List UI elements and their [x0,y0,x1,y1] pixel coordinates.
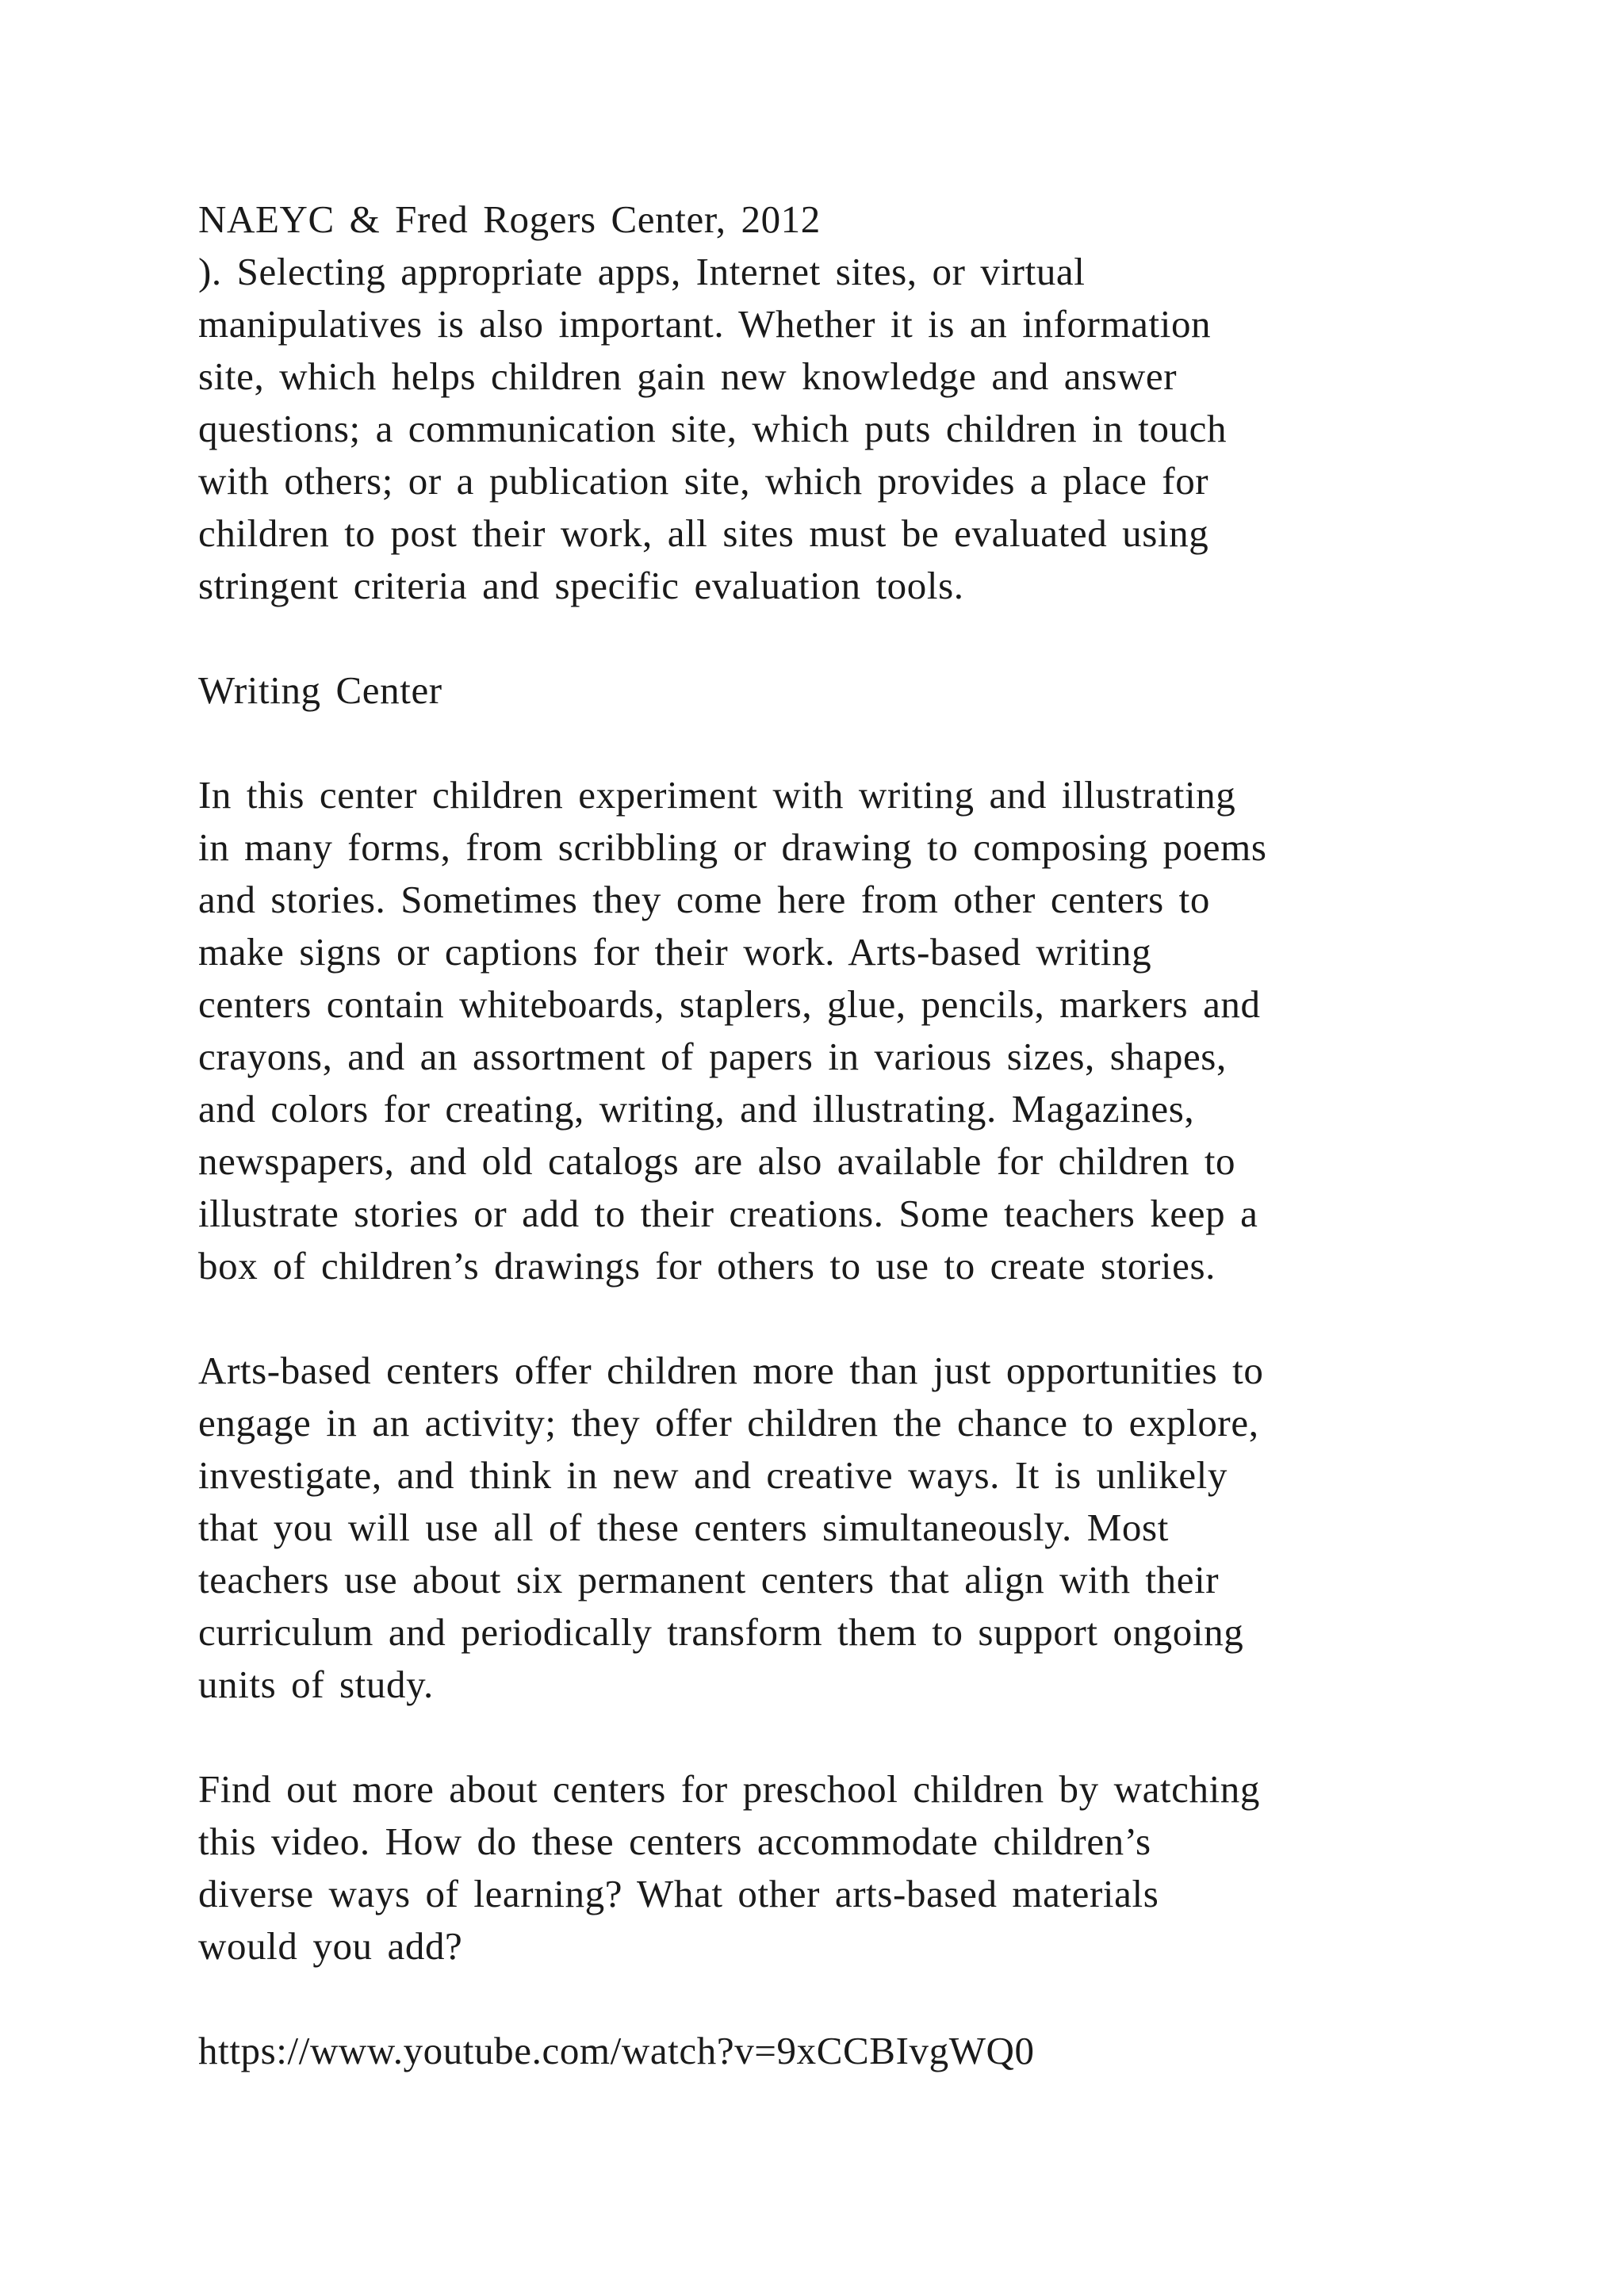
text-line: manipulatives is also important. Whether it is an information [198,302,1212,346]
text-line: this video. How do these centers accommodate children’s [198,1820,1151,1863]
text-line: NAEYC & Fred Rogers Center, 2012 [198,197,821,241]
section-heading-block [198,664,1483,717]
paragraph-1 [198,193,1483,612]
text-line: illustrate stories or add to their creations. Some teachers keep a [198,1192,1258,1235]
text-line: site, which helps children gain new knowledge and answer [198,354,1178,398]
text-line: in many forms, from scribbling or drawing to composing poems [198,825,1267,869]
text-line: stringent criteria and specific evaluation tools. [198,564,964,607]
text-line: make signs or captions for their work. Arts-based writing [198,930,1152,974]
paragraph-3 [198,1345,1483,1711]
paragraph-2 [198,769,1483,1292]
text-line: and stories. Sometimes they come here from other centers to [198,878,1210,921]
text-line: ). Selecting appropriate apps, Internet sites, or virtual [198,250,1086,293]
text-line: children to post their work, all sites must be evaluated using [198,511,1209,555]
text-line: newspapers, and old catalogs are also available for children to [198,1139,1236,1183]
text-line: that you will use all of these centers simultaneously. Most [198,1506,1169,1549]
text-line: box of children’s drawings for others to use to create stories. [198,1244,1216,1288]
text-line: teachers use about six permanent centers that align with their [198,1558,1220,1601]
paragraph-4 [198,1763,1483,1973]
text-line: Arts-based centers offer children more than just opportunities to [198,1349,1264,1392]
text-line: investigate, and think in new and creative ways. It is unlikely [198,1453,1228,1497]
text-line: centers contain whiteboards, staplers, glue, pencils, markers and [198,982,1261,1026]
text-line: questions; a communication site, which puts children in touch [198,407,1228,450]
text-line: would you add? [198,1924,463,1968]
section-heading: Writing Center [198,668,442,712]
text-line: crayons, and an assortment of papers in various sizes, shapes, [198,1035,1227,1078]
video-url-text: https://www.youtube.com/watch?v=9xCCBIvgWQ0 [198,2029,1035,2072]
link-block [198,2025,1483,2077]
text-line: curriculum and periodically transform them to support ongoing [198,1610,1244,1654]
text-line: In this center children experiment with writing and illustrating [198,773,1236,817]
text-line: diverse ways of learning? What other arts-based materials [198,1872,1159,1915]
text-line: Find out more about centers for preschool children by watching [198,1767,1261,1811]
document-body [198,193,1483,2130]
text-line: units of study. [198,1663,434,1706]
text-line: engage in an activity; they offer children the chance to explore, [198,1401,1259,1445]
text-line: and colors for creating, writing, and illustrating. Magazines, [198,1087,1195,1131]
text-line: with others; or a publication site, which provides a place for [198,459,1209,503]
